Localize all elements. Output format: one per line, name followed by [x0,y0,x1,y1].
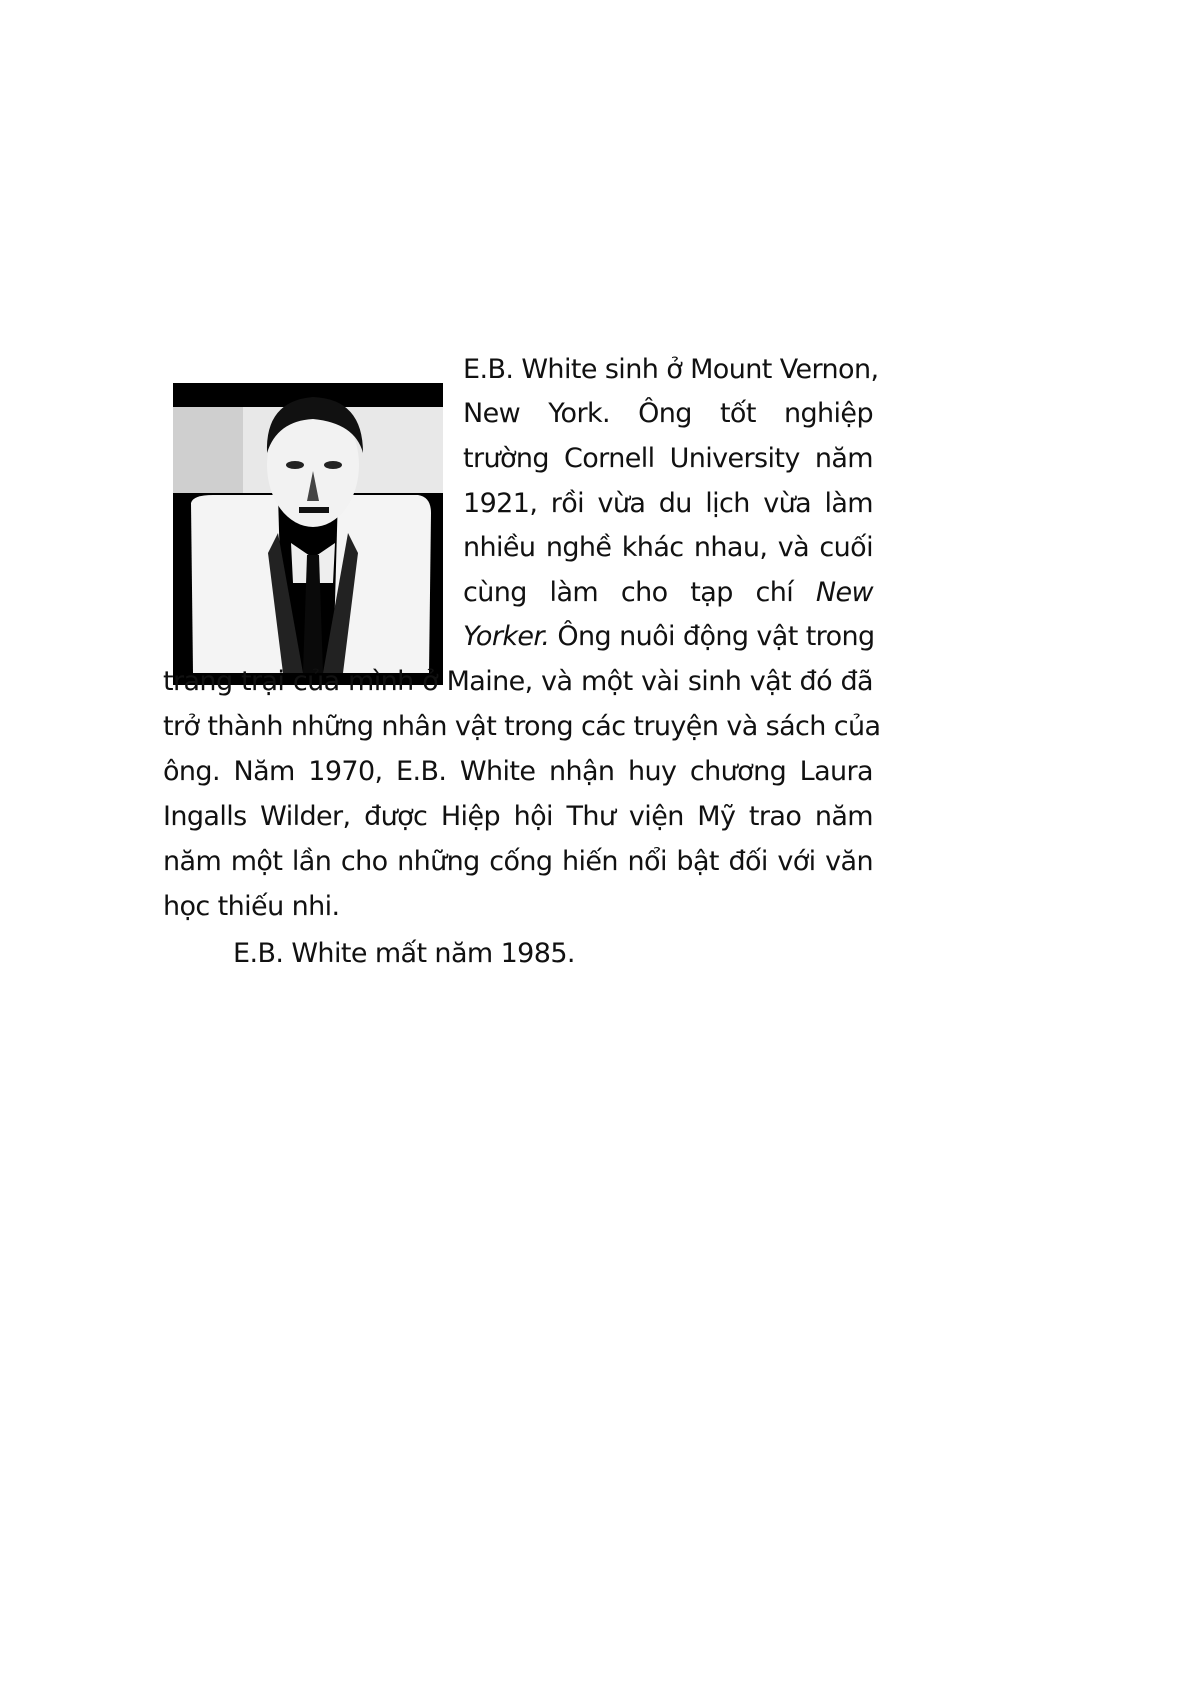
bio-line-13: học thiếu nhi. [163,891,340,922]
bio-line-4: 1921, rồi vừa du lịch vừa làm [463,488,873,519]
bio-line-5: nhiều nghề khác nhau, và cuối [463,532,873,563]
bio-line-8: trang trại của mình ở Maine, và một vài sinh vật đó đã [163,666,873,697]
bio-line-7 [463,620,873,654]
bio-line-6 [463,576,873,610]
bio-line-7-text: Ông nuôi động vật trong [557,621,875,652]
magazine-title-part-2: Yorker. [463,621,550,652]
author-portrait-image [173,383,443,685]
bio-line-9: trở thành những nhân vật trong các truyện và sách của [163,711,881,742]
bio-line-12: năm một lần cho những cống hiến nổi bật đối với văn [163,846,873,877]
death-year-line: E.B. White mất năm 1985. [233,938,575,969]
portrait-photo-icon [173,383,443,685]
bio-line-10: ông. Năm 1970, E.B. White nhận huy chương Laura [163,756,873,787]
bio-line-2: New York. Ông tốt nghiệp [463,398,873,429]
magazine-title-part-1: New [815,577,873,608]
bio-line-1: E.B. White sinh ở Mount Vernon, [463,354,879,385]
bio-line-3: trường Cornell University năm [463,443,873,474]
bio-line-6-text: cùng làm cho tạp chí [463,577,794,608]
bio-line-11: Ingalls Wilder, được Hiệp hội Thư viện Mỹ trao năm [163,801,873,832]
